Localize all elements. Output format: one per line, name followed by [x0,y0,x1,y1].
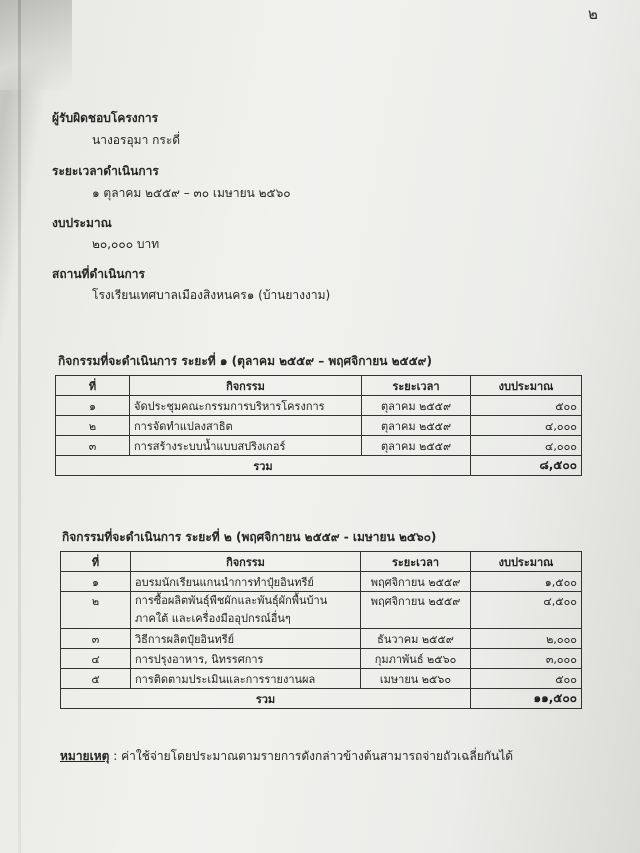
row-activity: การติดตามประเมินและการรายงานผล [131,669,361,689]
header-budget: งบประมาณ [471,552,582,572]
total-label: รวม [61,689,471,709]
table-row [61,649,582,669]
row-budget: ๓,๐๐๐ [471,649,582,669]
row-activity: การปรุงอาหาร, นิทรรศการ [131,649,361,669]
table-row [61,669,582,689]
row-activity [131,592,361,629]
table-row [56,396,582,416]
page-fold-shadow [18,0,21,853]
note [60,747,513,766]
budget-heading: งบประมาณ [52,216,112,230]
total-label: รวม [56,456,471,476]
table-total-row [61,689,582,709]
note-label: หมายเหตุ [60,749,110,763]
header-no: ที่ [56,376,130,396]
row-period: ตุลาคม ๒๕๕๙ [362,416,471,436]
table-row [56,436,582,456]
row-period: พฤศจิกายน ๒๕๕๙ [361,592,471,629]
header-activity: กิจกรรม [131,552,361,572]
row-budget: ๔,๕๐๐ [471,592,582,629]
table-row [61,572,582,592]
header-activity: กิจกรรม [130,376,362,396]
note-text: : ค่าใช้จ่ายโดยประมาณตามรายการดังกล่าวข้างต้นสามารถจ่ายถัวเฉลี่ยกันได้ [109,749,514,763]
table-header-row [56,376,582,396]
header-no: ที่ [61,552,131,572]
location-heading: สถานที่ดำเนินการ [52,267,145,281]
row-budget: ๔,๐๐๐ [471,436,582,456]
budget-value: ๒๐,๐๐๐ บาท [92,237,160,251]
row-activity: วิธีการผลิตปุ๋ยอินทรีย์ [131,629,361,649]
row-no: ๑ [61,572,131,592]
header-period: ระยะเวลา [361,552,471,572]
row-activity: จัดประชุมคณะกรรมการบริหารโครงการ [130,396,362,416]
header-budget: งบประมาณ [471,376,582,396]
location-value: โรงเรียนเทศบาลเมืองสิงหนคร๑ (บ้านยางงาม) [92,288,331,302]
duration-value: ๑ ตุลาคม ๒๕๕๙ – ๓๐ เมษายน ๒๕๖๐ [92,186,291,200]
table-total-row [56,456,582,476]
row-budget: ๕๐๐ [471,396,582,416]
row-period: ตุลาคม ๒๕๕๙ [362,396,471,416]
row-period: กุมภาพันธ์ ๒๕๖๐ [361,649,471,669]
duration-heading: ระยะเวลาดำเนินการ [52,164,159,178]
table-row [61,629,582,649]
table-row [61,592,582,629]
row-no: ๓ [61,629,131,649]
row-activity-line2: ภาคใต้ และเครื่องมืออุปกรณ์อื่นๆ [135,612,291,625]
row-no: ๑ [56,396,130,416]
total-value: ๑๑,๕๐๐ [471,689,582,709]
row-budget: ๕๐๐ [471,669,582,689]
row-period: ตุลาคม ๒๕๕๙ [362,436,471,456]
row-period: พฤศจิกายน ๒๕๕๙ [361,572,471,592]
phase2-table [60,551,582,709]
page-edge-shadow [0,0,72,90]
row-period: ธันวาคม ๒๕๕๙ [361,629,471,649]
phase1-title: กิจกรรมที่จะดำเนินการ ระยะที่ ๑ (ตุลาคม ๒๕๕๙ – พฤศจิกายน ๒๕๕๙) [58,354,432,368]
header-period: ระยะเวลา [362,376,471,396]
row-period: เมษายน ๒๕๖๐ [361,669,471,689]
total-value: ๘,๕๐๐ [471,456,582,476]
row-activity: การจัดทำแปลงสาธิต [130,416,362,436]
row-activity-line1: การซื้อผลิตพันธุ์พืชผักและพันธุ์ผักพื้นบ้าน [135,594,328,607]
table-header-row [61,552,582,572]
row-no: ๒ [61,592,131,629]
row-no: ๓ [56,436,130,456]
responsible-heading: ผู้รับผิดชอบโครงการ [52,111,159,125]
row-activity: การสร้างระบบน้ำแบบสปริงเกอร์ [130,436,362,456]
page-number: ๒ [588,5,598,23]
row-no: ๒ [56,416,130,436]
row-no: ๔ [61,649,131,669]
responsible-value: นางอรอุมา กระดี่ [92,133,181,147]
phase1-table [55,375,582,476]
row-activity: อบรมนักเรียนแกนนำการทำปุ๋ยอินทรีย์ [131,572,361,592]
table-row [56,416,582,436]
row-budget: ๔,๐๐๐ [471,416,582,436]
row-budget: ๑,๕๐๐ [471,572,582,592]
row-budget: ๒,๐๐๐ [471,629,582,649]
row-no: ๕ [61,669,131,689]
phase2-title: กิจกรรมที่จะดำเนินการ ระยะที่ ๒ (พฤศจิกายน ๒๕๕๙ - เมษายน ๒๕๖๐) [62,530,437,544]
